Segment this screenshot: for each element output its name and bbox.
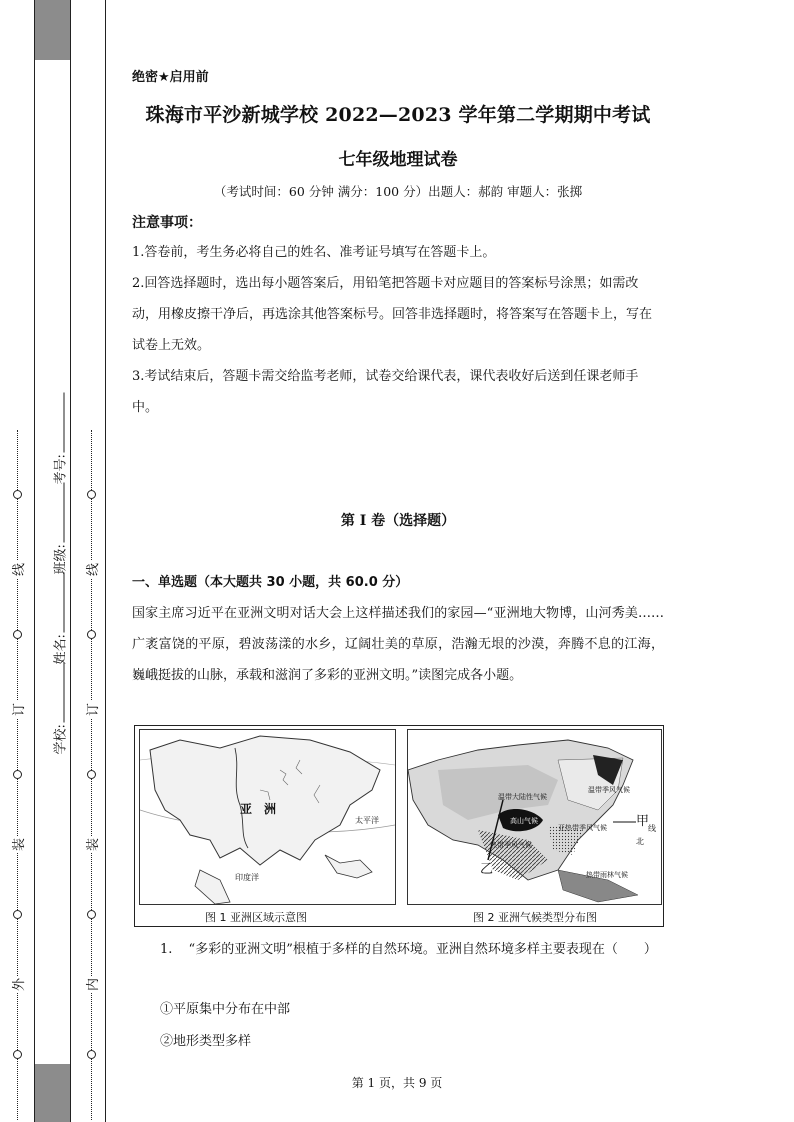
label-north: 北 (636, 837, 644, 846)
label-yi: 乙 (480, 862, 494, 877)
field-class[interactable]: 班级: (50, 485, 69, 575)
binding-margin (0, 0, 108, 1122)
label-asia: 亚 洲 (240, 802, 277, 816)
margin-label-ding-inner: 订 (82, 701, 101, 718)
margin-gray-top (35, 0, 70, 60)
secret-label: 绝密★启用前 (132, 70, 209, 85)
binding-hole (13, 630, 22, 639)
margin-label-xian: 线 (8, 561, 27, 578)
field-school[interactable]: 学校: (50, 665, 69, 755)
binding-hole (13, 770, 22, 779)
margin-label-ding: 订 (8, 701, 27, 718)
label-temperate-monsoon: 温带季风气候 (588, 786, 630, 794)
margin-label-zhuang-inner: 装 (82, 836, 101, 853)
binding-hole (87, 770, 96, 779)
margin-label-xian-inner: 线 (82, 561, 101, 578)
binding-hole (13, 1050, 22, 1059)
section-heading: 第 I 卷（选择题） (340, 513, 456, 529)
binding-hole (87, 910, 96, 919)
question-type-heading: 一、单选题（本大题共 30 小题，共 60.0 分） (132, 575, 409, 590)
notice-heading: 注意事项： (132, 215, 202, 231)
margin-inner-line (70, 0, 71, 1122)
question-1 (160, 934, 660, 965)
option-1: ①平原集中分布在中部 (160, 1002, 291, 1017)
label-plateau-climate: 高山气候 (510, 817, 538, 825)
binding-hole (13, 910, 22, 919)
binding-hole (87, 490, 96, 499)
option-2: ②地形类型多样 (160, 1034, 252, 1049)
figure-1-caption: 图 1 亚洲区域示意图 (205, 911, 307, 924)
label-indian-ocean: 印度洋 (235, 873, 259, 882)
label-rainforest: 热带雨林气候 (586, 871, 628, 879)
binding-hole (87, 630, 96, 639)
label-continental-climate: 温带大陆性气候 (498, 793, 547, 801)
notice-item-2: 2.回答选择题时，选出每小题答案后，用铅笔把答题卡对应题目的答案标号涂黑；如需改动，用橡皮擦干净后，再选涂其他答案标号。回答非选择题时，将答案写在答题卡上，写在试卷上无效。 (132, 276, 653, 353)
field-exam-number[interactable]: 考号: (50, 395, 69, 485)
label-tropical-monsoon: 热带季风气候 (490, 841, 532, 849)
notice-item-3: 3.考试结束后，答题卡需交给监考老师，试卷交给课代表，课代表收好后送到任课老师手中。 (132, 369, 639, 415)
binding-hole (87, 1050, 96, 1059)
asia-climate-map (407, 729, 662, 905)
exam-title: 珠海市平沙新城学校 2022—2023 学年第二学期期中考试 (145, 104, 651, 126)
label-jia: 甲 (636, 814, 650, 829)
label-pacific: 太平洋 (355, 816, 379, 825)
question-number: 1. (160, 942, 173, 957)
binding-hole (13, 490, 22, 499)
exam-subtitle: 七年级地理试卷 (338, 150, 458, 170)
question-text: “多彩的亚洲文明”根植于多样的自然环境。亚洲自然环境多样主要表现在（ ） (188, 942, 657, 957)
margin-label-wai: 外 (8, 976, 27, 993)
figure-panel (134, 725, 664, 927)
margin-label-nei: 内 (82, 976, 101, 993)
exam-info: （考试时间：60 分钟 满分：100 分）出题人：郝韵 审题人：张掷 (213, 184, 583, 199)
margin-gray-bottom (35, 1064, 70, 1122)
figure-2-caption: 图 2 亚洲气候类型分布图 (473, 911, 597, 924)
label-line: 线 (648, 824, 656, 833)
page-footer: 第 1 页，共 9 页 (351, 1076, 443, 1090)
label-subtropical-monsoon: 亚热带季风气候 (558, 824, 607, 832)
question-stem: 国家主席习近平在亚洲文明对话大会上这样描述我们的家园—“亚洲地大物博，山河秀美……广袤富饶的平原，碧波荡漾的水乡，辽阔壮美的草原，浩瀚无垠的沙漠，奔腾不息的江海，巍峨挺拔的山脉，承载和滋润了多彩的亚洲文明。”读图完成各小题。 (132, 606, 664, 683)
notice-item-1: 1.答卷前，考生务必将自己的姓名、准考证号填写在答题卡上。 (132, 245, 496, 260)
margin-label-zhuang: 装 (8, 836, 27, 853)
field-name[interactable]: 姓名: (50, 575, 69, 665)
asia-region-map (139, 729, 396, 905)
